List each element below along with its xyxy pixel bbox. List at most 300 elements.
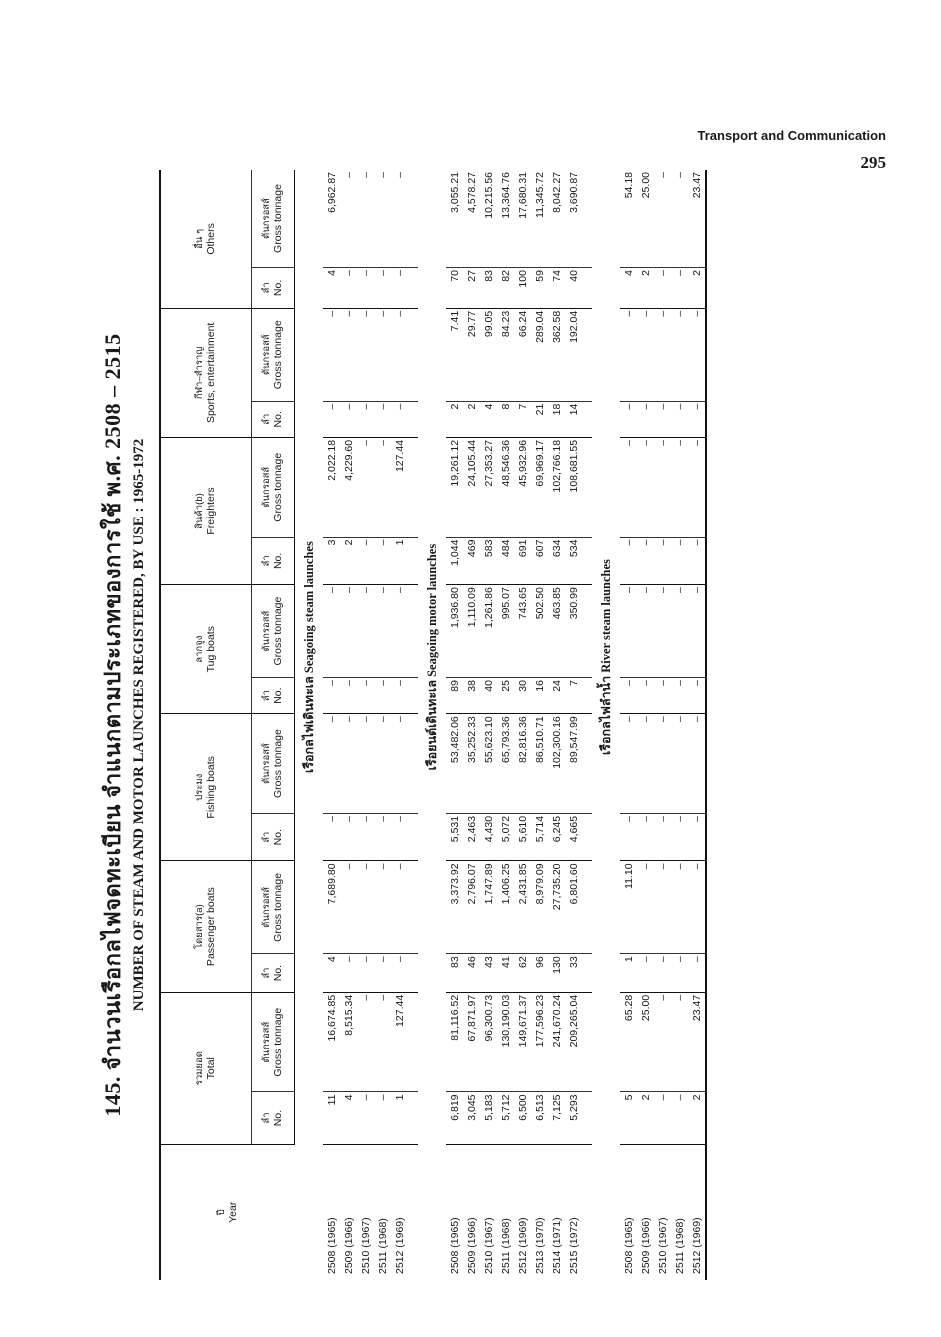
- gross-tonnage-cell: –: [654, 861, 671, 954]
- number-cell: 16: [531, 678, 548, 714]
- year-cell: 2512 (1969): [516, 1217, 529, 1274]
- gross-tonnage-cell: 1,406.25: [497, 861, 514, 954]
- gross-tonnage-cell: 149,671.37: [514, 992, 531, 1092]
- number-cell: 3: [323, 537, 340, 585]
- gross-tonnage-cell: –: [374, 585, 391, 678]
- section-heading-row: [295, 170, 324, 1280]
- gross-tonnage-cell: 4,578.27: [463, 170, 480, 268]
- gross-tonnage-cell: 130,190.03: [497, 992, 514, 1092]
- gross-tonnage-cell: –: [340, 170, 357, 268]
- gross-tonnage-cell: –: [671, 437, 688, 537]
- gross-tonnage-cell: 177,596.23: [531, 992, 548, 1092]
- subheader-gross-tonnage: ตันกรอสส์ Gross tonnage: [252, 714, 295, 814]
- number-cell: 469: [463, 537, 480, 585]
- number-cell: 6,819: [446, 1092, 463, 1144]
- gross-tonnage-cell: 2,431.85: [514, 861, 531, 954]
- number-cell: 2: [446, 401, 463, 437]
- subheader-gross-tonnage: ตันกรอสส์ Gross tonnage: [252, 308, 295, 401]
- launch-registration-table: [159, 170, 707, 1280]
- number-cell: 41: [497, 954, 514, 993]
- gross-tonnage-cell: –: [654, 992, 671, 1092]
- number-cell: –: [688, 813, 706, 861]
- gross-tonnage-cell: –: [323, 714, 340, 814]
- gross-tonnage-cell: –: [671, 308, 688, 401]
- number-cell: 18: [548, 401, 565, 437]
- number-cell: 4: [323, 954, 340, 993]
- number-cell: 89: [446, 678, 463, 714]
- rotated-page-content: [95, 170, 830, 1280]
- number-cell: 5,714: [531, 813, 548, 861]
- number-cell: 74: [548, 268, 565, 309]
- number-cell: –: [374, 537, 391, 585]
- number-cell: 2: [637, 268, 654, 309]
- number-cell: –: [671, 537, 688, 585]
- number-cell: –: [357, 401, 374, 437]
- gross-tonnage-cell: 99.05: [480, 308, 497, 401]
- number-cell: –: [654, 537, 671, 585]
- number-cell: –: [323, 401, 340, 437]
- number-cell: 70: [446, 268, 463, 309]
- number-cell: 2: [340, 537, 357, 585]
- number-cell: 25: [497, 678, 514, 714]
- number-cell: 5,531: [446, 813, 463, 861]
- table-body: [295, 170, 707, 1280]
- number-cell: –: [654, 678, 671, 714]
- gross-tonnage-cell: 241,670.24: [548, 992, 565, 1092]
- number-cell: 2: [688, 268, 706, 309]
- group-header-others: อื่น ๆ Others: [160, 170, 252, 308]
- gross-tonnage-cell: –: [620, 585, 637, 678]
- number-cell: 5,072: [497, 813, 514, 861]
- number-cell: 5,183: [480, 1092, 497, 1144]
- gross-tonnage-cell: –: [620, 437, 637, 537]
- subheader-number: ลำ No.: [252, 954, 295, 993]
- page-number: 295: [860, 153, 886, 172]
- subheader-gross-tonnage: ตันกรอสส์ Gross tonnage: [252, 170, 295, 268]
- number-cell: 2: [688, 1092, 706, 1144]
- number-cell: –: [340, 678, 357, 714]
- gross-tonnage-cell: 102,766.18: [548, 437, 565, 537]
- number-cell: –: [374, 813, 391, 861]
- group-header-row: [160, 170, 252, 1280]
- table-row: [497, 170, 514, 1280]
- number-cell: 100: [514, 268, 531, 309]
- number-cell: 11: [323, 1092, 340, 1144]
- gross-tonnage-cell: 17,680.31: [514, 170, 531, 268]
- gross-tonnage-cell: –: [357, 861, 374, 954]
- gross-tonnage-cell: 29.77: [463, 308, 480, 401]
- gross-tonnage-cell: 4,229.60: [340, 437, 357, 537]
- number-cell: –: [671, 1092, 688, 1144]
- number-cell: –: [340, 401, 357, 437]
- gross-tonnage-cell: –: [340, 585, 357, 678]
- gross-tonnage-cell: 8,979.09: [531, 861, 548, 954]
- number-cell: –: [620, 537, 637, 585]
- number-cell: –: [357, 954, 374, 993]
- number-cell: –: [323, 813, 340, 861]
- subheader-gross-tonnage: ตันกรอสส์ Gross tonnage: [252, 585, 295, 678]
- subheader-number: ลำ No.: [252, 678, 295, 714]
- gross-tonnage-cell: –: [688, 308, 706, 401]
- gross-tonnage-cell: –: [654, 585, 671, 678]
- gross-tonnage-cell: 6,962.87: [323, 170, 340, 268]
- gross-tonnage-cell: 3,690.87: [565, 170, 582, 268]
- gross-tonnage-cell: 362.58: [548, 308, 565, 401]
- gross-tonnage-cell: 96,300.73: [480, 992, 497, 1092]
- gross-tonnage-cell: 53,482.06: [446, 714, 463, 814]
- number-cell: 634: [548, 537, 565, 585]
- number-cell: –: [637, 954, 654, 993]
- number-cell: –: [357, 1092, 374, 1144]
- number-cell: 24: [548, 678, 565, 714]
- table-row: [357, 170, 374, 1280]
- gross-tonnage-cell: 11,345.72: [531, 170, 548, 268]
- gross-tonnage-cell: –: [374, 861, 391, 954]
- number-cell: 82: [497, 268, 514, 309]
- number-cell: 96: [531, 954, 548, 993]
- gross-tonnage-cell: –: [688, 437, 706, 537]
- number-cell: 3,045: [463, 1092, 480, 1144]
- gross-tonnage-cell: 67,871.97: [463, 992, 480, 1092]
- year-cell: 2511 (1968): [673, 1218, 686, 1274]
- number-cell: 40: [565, 268, 582, 309]
- number-cell: –: [391, 401, 408, 437]
- number-cell: 4: [340, 1092, 357, 1144]
- number-cell: –: [671, 678, 688, 714]
- table-row: [671, 170, 688, 1280]
- number-cell: 6,245: [548, 813, 565, 861]
- gross-tonnage-cell: 11.10: [620, 861, 637, 954]
- number-cell: 607: [531, 537, 548, 585]
- gross-tonnage-cell: –: [357, 714, 374, 814]
- table-row: [340, 170, 357, 1280]
- gross-tonnage-cell: –: [374, 437, 391, 537]
- gross-tonnage-cell: –: [357, 437, 374, 537]
- gross-tonnage-cell: 192.04: [565, 308, 582, 401]
- number-cell: –: [671, 954, 688, 993]
- section-heading-row: [592, 170, 620, 1280]
- number-cell: –: [374, 954, 391, 993]
- table-row: [514, 170, 531, 1280]
- section-heading: เรือกลไฟลำน้ำ River steam launches: [599, 559, 613, 755]
- gross-tonnage-cell: –: [340, 308, 357, 401]
- section-heading-row: [418, 170, 446, 1280]
- gross-tonnage-cell: 25.00: [637, 170, 654, 268]
- number-cell: –: [391, 954, 408, 993]
- gross-tonnage-cell: 65.28: [620, 992, 637, 1092]
- table-row: [374, 170, 391, 1280]
- number-cell: 7: [565, 678, 582, 714]
- year-cell: 2514 (1971): [550, 1217, 563, 1274]
- gross-tonnage-cell: 7,689.80: [323, 861, 340, 954]
- number-cell: 8: [497, 401, 514, 437]
- number-cell: 7: [514, 401, 531, 437]
- number-cell: 6,513: [531, 1092, 548, 1144]
- number-cell: –: [357, 813, 374, 861]
- gross-tonnage-cell: 8,042.27: [548, 170, 565, 268]
- number-cell: 5,610: [514, 813, 531, 861]
- year-cell: 2510 (1967): [482, 1217, 495, 1274]
- number-cell: 30: [514, 678, 531, 714]
- gross-tonnage-cell: –: [637, 437, 654, 537]
- gross-tonnage-cell: –: [391, 714, 408, 814]
- number-cell: 2,463: [463, 813, 480, 861]
- subheader-gross-tonnage: ตันกรอสส์ Gross tonnage: [252, 437, 295, 537]
- gross-tonnage-cell: 102,300.16: [548, 714, 565, 814]
- subheader-gross-tonnage: ตันกรอสส์ Gross tonnage: [252, 992, 295, 1092]
- section-heading: เรือกลไฟเดินทะเล Seagoing steam launches: [302, 541, 316, 773]
- number-cell: 83: [480, 268, 497, 309]
- year-cell: 2508 (1965): [325, 1217, 338, 1274]
- gross-tonnage-cell: –: [671, 170, 688, 268]
- number-cell: –: [391, 813, 408, 861]
- number-cell: –: [340, 268, 357, 309]
- table-row: [688, 170, 706, 1280]
- gross-tonnage-cell: 23.47: [688, 992, 706, 1092]
- subheader-row: [252, 170, 295, 1280]
- table-title-thai: 145. จำนวนเรือกลไฟจดทะเบียน จำแนกตามประเภทของการใช้ พ.ศ. 2508 – 2515: [100, 333, 125, 1117]
- group-header-sports: กีฬา–สำราญ Sports, entertainment: [160, 308, 252, 437]
- gross-tonnage-cell: –: [620, 714, 637, 814]
- subheader-number: ลำ No.: [252, 537, 295, 585]
- number-cell: 14: [565, 401, 582, 437]
- gross-tonnage-cell: 6,801.60: [565, 861, 582, 954]
- number-cell: 130: [548, 954, 565, 993]
- subheader-number: ลำ No.: [252, 813, 295, 861]
- gross-tonnage-cell: 65,793.36: [497, 714, 514, 814]
- number-cell: 1,044: [446, 537, 463, 585]
- gross-tonnage-cell: –: [637, 585, 654, 678]
- subheader-gross-tonnage: ตันกรอสส์ Gross tonnage: [252, 861, 295, 954]
- number-cell: 484: [497, 537, 514, 585]
- number-cell: –: [637, 813, 654, 861]
- gross-tonnage-cell: –: [654, 437, 671, 537]
- gross-tonnage-cell: 3,373.92: [446, 861, 463, 954]
- table-row: [323, 170, 340, 1280]
- number-cell: 2: [463, 401, 480, 437]
- gross-tonnage-cell: 48,546.36: [497, 437, 514, 537]
- gross-tonnage-cell: –: [374, 170, 391, 268]
- number-cell: 2: [637, 1092, 654, 1144]
- number-cell: –: [374, 268, 391, 309]
- number-cell: 40: [480, 678, 497, 714]
- gross-tonnage-cell: –: [391, 861, 408, 954]
- table-row: [637, 170, 654, 1280]
- subheader-number: ลำ No.: [252, 401, 295, 437]
- number-cell: –: [374, 401, 391, 437]
- gross-tonnage-cell: 16,674.85: [323, 992, 340, 1092]
- gross-tonnage-cell: –: [357, 308, 374, 401]
- gross-tonnage-cell: –: [637, 714, 654, 814]
- number-cell: 4,430: [480, 813, 497, 861]
- group-header-tug: ลากจูง Tug boats: [160, 585, 252, 714]
- number-cell: 4: [480, 401, 497, 437]
- gross-tonnage-cell: 23.47: [688, 170, 706, 268]
- gross-tonnage-cell: 86,510.71: [531, 714, 548, 814]
- number-cell: 6,500: [514, 1092, 531, 1144]
- gross-tonnage-cell: 502.50: [531, 585, 548, 678]
- gross-tonnage-cell: –: [688, 861, 706, 954]
- gross-tonnage-cell: 81,116.52: [446, 992, 463, 1092]
- gross-tonnage-cell: 84.23: [497, 308, 514, 401]
- gross-tonnage-cell: 13,364.76: [497, 170, 514, 268]
- table-title-english: NUMBER OF STEAM AND MOTOR LAUNCHES REGISTERED, BY USE : 1965-1972: [131, 438, 147, 1012]
- gross-tonnage-cell: 7.41: [446, 308, 463, 401]
- year-cell: 2513 (1970): [533, 1217, 546, 1274]
- number-cell: 4,665: [565, 813, 582, 861]
- gross-tonnage-cell: 19,261.12: [446, 437, 463, 537]
- number-cell: –: [637, 678, 654, 714]
- section-label: Transport and Communication: [697, 128, 886, 143]
- gross-tonnage-cell: 1,110.09: [463, 585, 480, 678]
- gross-tonnage-cell: –: [323, 585, 340, 678]
- subheader-number: ลำ No.: [252, 1092, 295, 1144]
- gross-tonnage-cell: –: [357, 585, 374, 678]
- year-cell: 2508 (1965): [448, 1217, 461, 1274]
- gross-tonnage-cell: –: [340, 861, 357, 954]
- year-header: ปี Year: [160, 1144, 295, 1280]
- number-cell: 5,712: [497, 1092, 514, 1144]
- gross-tonnage-cell: 45,932.96: [514, 437, 531, 537]
- gross-tonnage-cell: 8,515.34: [340, 992, 357, 1092]
- gross-tonnage-cell: 27,735.20: [548, 861, 565, 954]
- number-cell: –: [654, 268, 671, 309]
- gross-tonnage-cell: 1,936.80: [446, 585, 463, 678]
- year-cell: 2509 (1966): [342, 1217, 355, 1274]
- gross-tonnage-cell: 69,969.17: [531, 437, 548, 537]
- number-cell: 534: [565, 537, 582, 585]
- gross-tonnage-cell: 27,353.27: [480, 437, 497, 537]
- number-cell: –: [637, 537, 654, 585]
- gross-tonnage-cell: 10,215.56: [480, 170, 497, 268]
- number-cell: 4: [620, 268, 637, 309]
- table-row: [654, 170, 671, 1280]
- table-row: [446, 170, 463, 1280]
- table-row: [463, 170, 480, 1280]
- number-cell: –: [654, 401, 671, 437]
- number-cell: 43: [480, 954, 497, 993]
- gross-tonnage-cell: –: [671, 585, 688, 678]
- gross-tonnage-cell: –: [654, 308, 671, 401]
- gross-tonnage-cell: 350.99: [565, 585, 582, 678]
- gross-tonnage-cell: –: [637, 308, 654, 401]
- number-cell: –: [688, 678, 706, 714]
- number-cell: –: [323, 678, 340, 714]
- number-cell: 1: [391, 1092, 408, 1144]
- gross-tonnage-cell: 54.18: [620, 170, 637, 268]
- gross-tonnage-cell: 25.00: [637, 992, 654, 1092]
- gross-tonnage-cell: –: [654, 714, 671, 814]
- number-cell: –: [671, 813, 688, 861]
- gross-tonnage-cell: 108,681.55: [565, 437, 582, 537]
- number-cell: –: [654, 954, 671, 993]
- number-cell: –: [671, 401, 688, 437]
- gross-tonnage-cell: –: [688, 585, 706, 678]
- gross-tonnage-cell: –: [374, 308, 391, 401]
- number-cell: 83: [446, 954, 463, 993]
- year-cell: 2509 (1966): [465, 1217, 478, 1274]
- number-cell: –: [620, 678, 637, 714]
- gross-tonnage-cell: 289.04: [531, 308, 548, 401]
- year-cell: 2515 (1972): [567, 1217, 580, 1274]
- number-cell: –: [374, 678, 391, 714]
- table-row: [620, 170, 637, 1280]
- section-heading: เรือยนต์เดินทะเล Seagoing motor launches: [425, 543, 439, 771]
- gross-tonnage-cell: 1,261.86: [480, 585, 497, 678]
- table-row: [565, 170, 582, 1280]
- gross-tonnage-cell: –: [340, 714, 357, 814]
- number-cell: –: [654, 813, 671, 861]
- gross-tonnage-cell: –: [637, 861, 654, 954]
- number-cell: 38: [463, 678, 480, 714]
- group-header-passenger: โดยสาร(a) Passenger boats: [160, 861, 252, 992]
- number-cell: –: [688, 401, 706, 437]
- table-row: [480, 170, 497, 1280]
- number-cell: –: [688, 954, 706, 993]
- number-cell: –: [357, 537, 374, 585]
- number-cell: 1: [620, 954, 637, 993]
- gross-tonnage-cell: 127.44: [391, 437, 408, 537]
- number-cell: –: [357, 678, 374, 714]
- gross-tonnage-cell: 89,547.99: [565, 714, 582, 814]
- number-cell: 583: [480, 537, 497, 585]
- number-cell: –: [340, 954, 357, 993]
- gross-tonnage-cell: –: [391, 585, 408, 678]
- number-cell: 62: [514, 954, 531, 993]
- gross-tonnage-cell: 2,022.18: [323, 437, 340, 537]
- number-cell: –: [654, 1092, 671, 1144]
- gross-tonnage-cell: 743.65: [514, 585, 531, 678]
- gross-tonnage-cell: 66.24: [514, 308, 531, 401]
- number-cell: 691: [514, 537, 531, 585]
- number-cell: 5,293: [565, 1092, 582, 1144]
- gross-tonnage-cell: –: [391, 170, 408, 268]
- subheader-number: ลำ No.: [252, 268, 295, 309]
- gross-tonnage-cell: 82,816.36: [514, 714, 531, 814]
- gross-tonnage-cell: 35,252.33: [463, 714, 480, 814]
- year-cell: 2511 (1968): [376, 1218, 389, 1274]
- number-cell: –: [391, 678, 408, 714]
- gross-tonnage-cell: 24,105.44: [463, 437, 480, 537]
- table-row: [548, 170, 565, 1280]
- number-cell: –: [357, 268, 374, 309]
- gross-tonnage-cell: 2,796.07: [463, 861, 480, 954]
- number-cell: 21: [531, 401, 548, 437]
- number-cell: –: [637, 401, 654, 437]
- gross-tonnage-cell: 463.85: [548, 585, 565, 678]
- gross-tonnage-cell: –: [688, 714, 706, 814]
- number-cell: –: [620, 813, 637, 861]
- number-cell: –: [671, 268, 688, 309]
- number-cell: 7,125: [548, 1092, 565, 1144]
- gross-tonnage-cell: –: [654, 170, 671, 268]
- gross-tonnage-cell: –: [357, 170, 374, 268]
- number-cell: –: [374, 1092, 391, 1144]
- number-cell: –: [340, 813, 357, 861]
- gross-tonnage-cell: –: [374, 714, 391, 814]
- gross-tonnage-cell: 3,055.21: [446, 170, 463, 268]
- year-cell: 2510 (1967): [359, 1217, 372, 1274]
- year-cell: 2512 (1969): [393, 1217, 406, 1274]
- number-cell: 33: [565, 954, 582, 993]
- year-cell: 2512 (1969): [688, 1144, 706, 1280]
- number-cell: –: [688, 537, 706, 585]
- group-header-total: รวมยอด Total: [160, 992, 252, 1144]
- gross-tonnage-cell: –: [374, 992, 391, 1092]
- gross-tonnage-cell: –: [391, 308, 408, 401]
- gross-tonnage-cell: –: [671, 992, 688, 1092]
- year-cell: 2509 (1966): [639, 1217, 652, 1274]
